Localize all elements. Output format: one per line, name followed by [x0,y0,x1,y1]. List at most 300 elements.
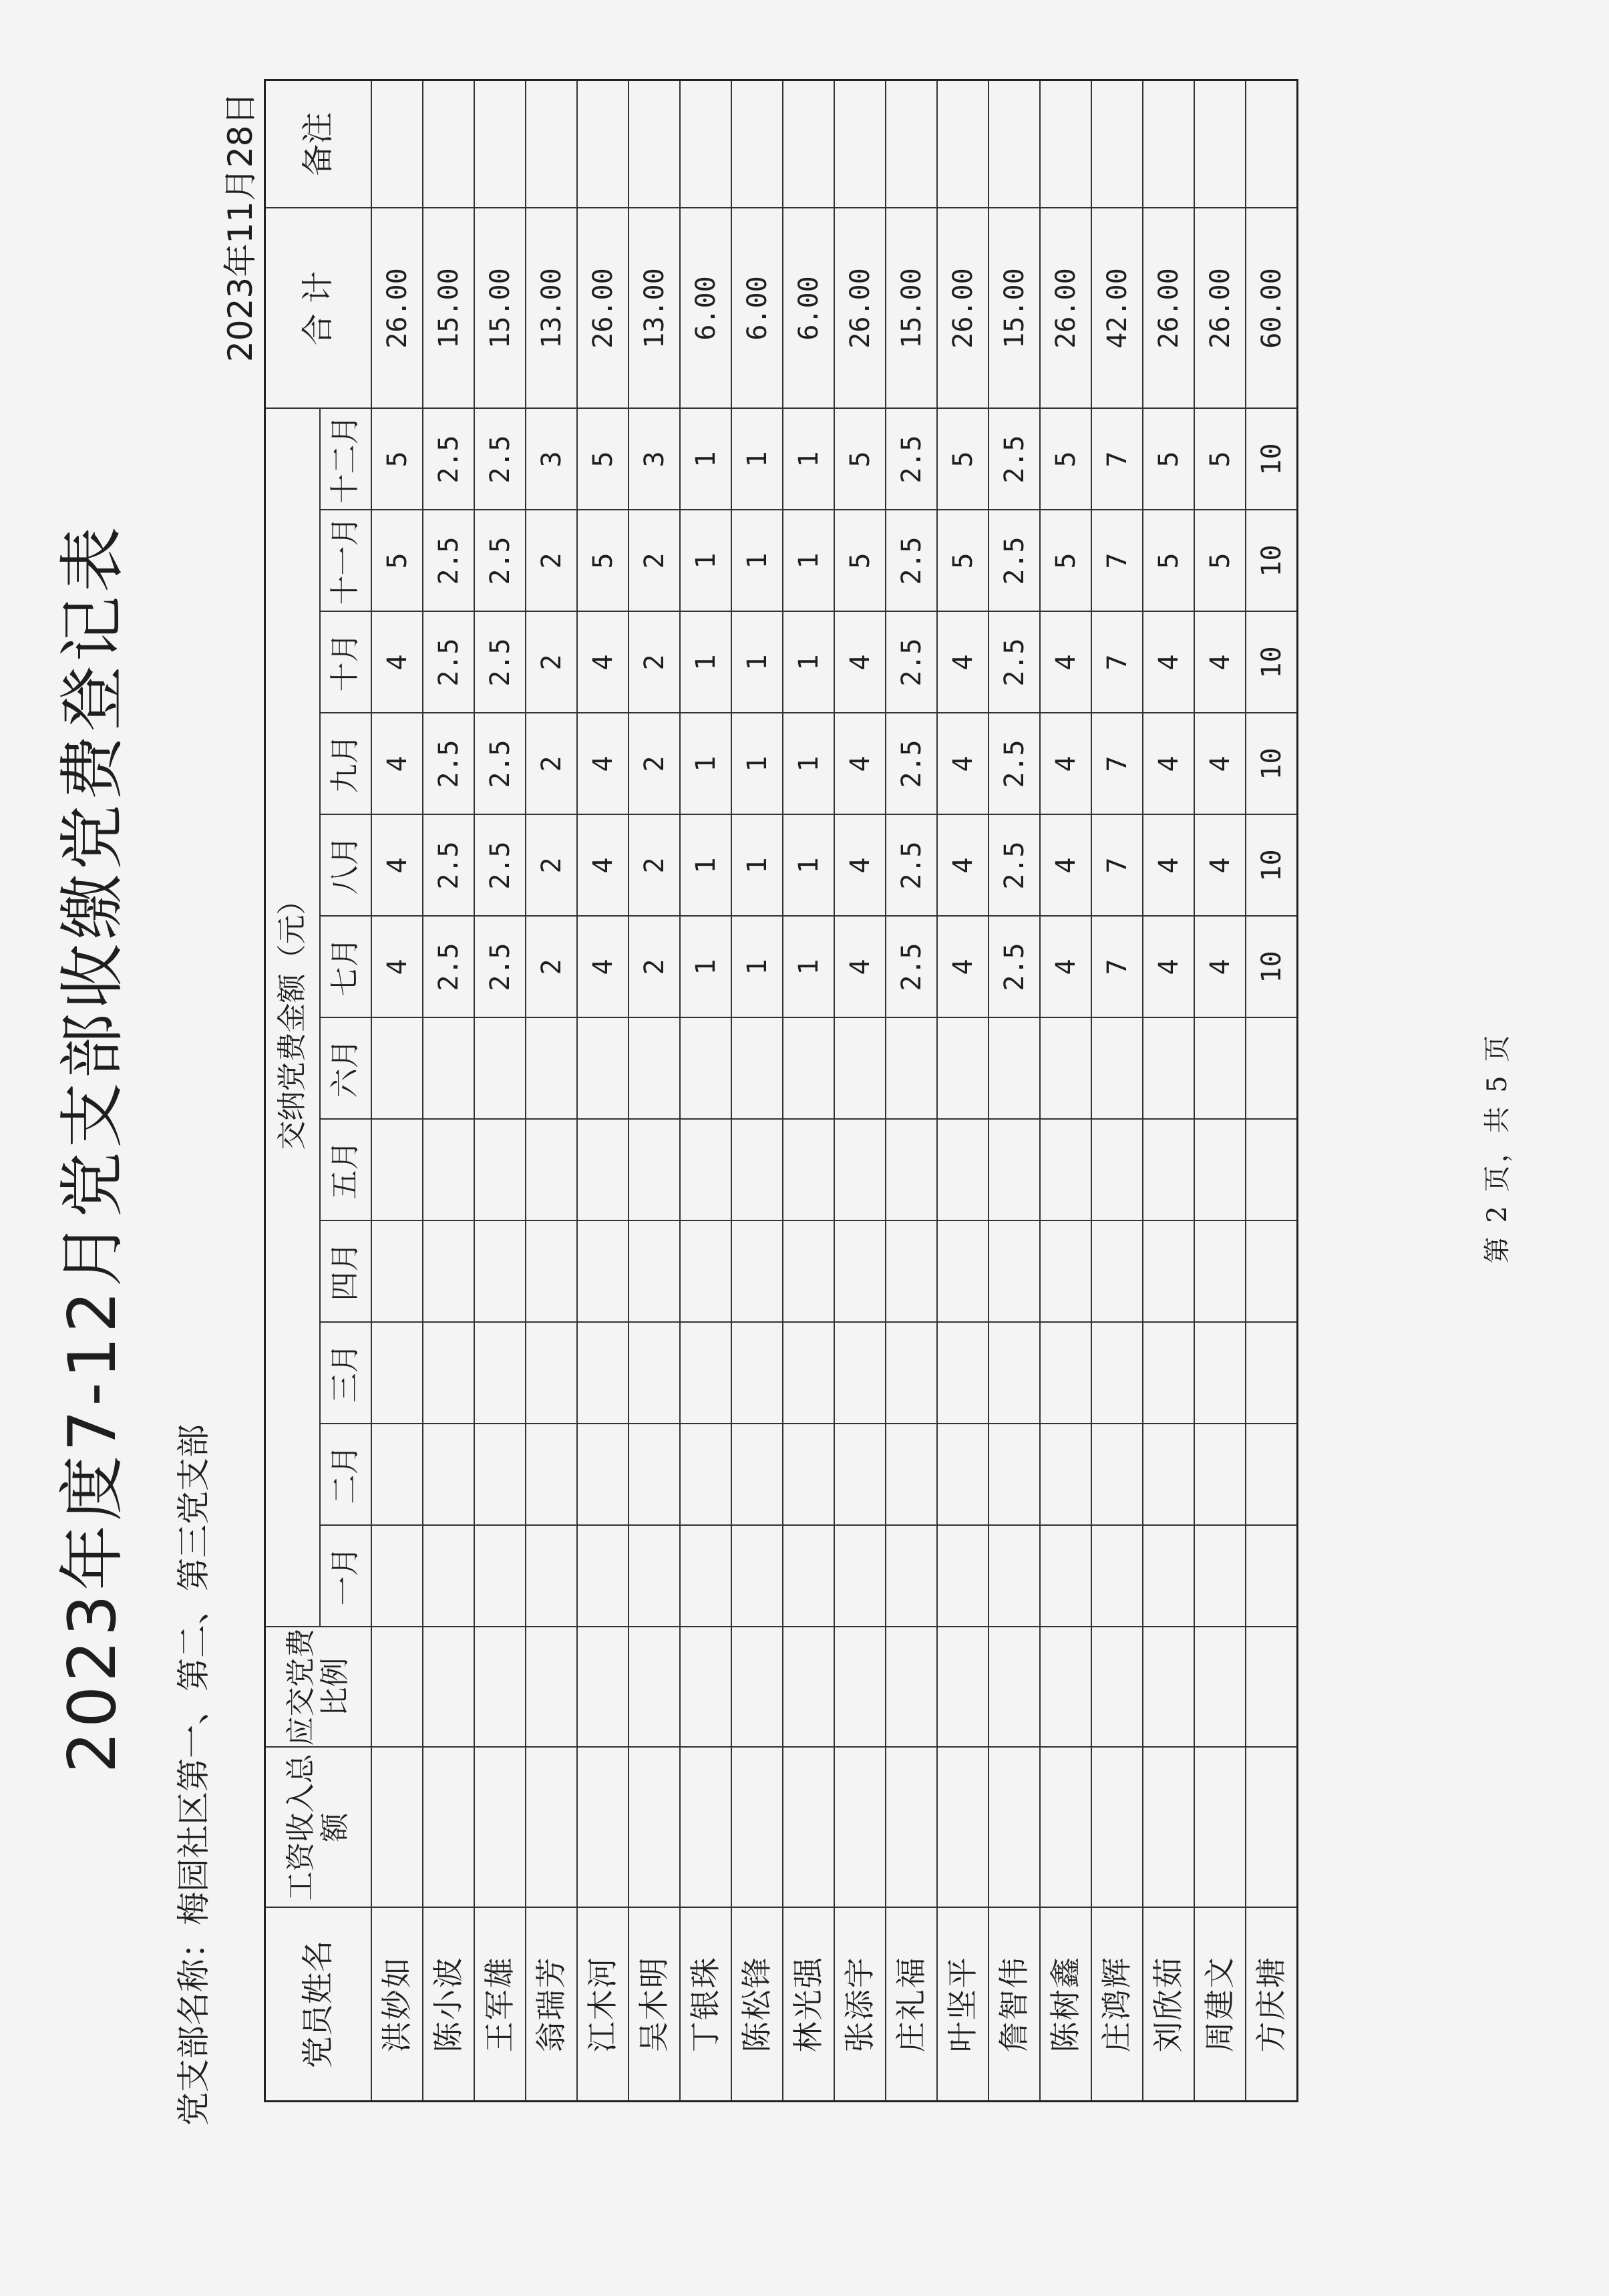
month-amount-cell [783,1221,834,1323]
month-amount-cell [886,1323,937,1424]
month-amount-cell: 2.5 [886,612,937,713]
income-cell [1091,1748,1143,1908]
fee-table-body [265,80,1298,2102]
month-amount-cell: 4 [371,815,423,917]
month-amount-cell [1040,1221,1091,1323]
month-amount-cell: 1 [680,713,731,815]
income-cell [783,1748,834,1908]
month-amount-cell: 2.5 [989,409,1040,510]
income-cell [577,1748,629,1908]
month-amount-cell: 2.5 [474,510,526,612]
month-amount-cell [1194,1424,1246,1526]
month-amount-cell: 1 [680,815,731,917]
header-month: 十二月 [320,409,371,510]
month-amount-cell [526,1424,577,1526]
total-cell: 6.00 [680,208,731,409]
month-amount-cell: 4 [834,917,886,1018]
header-remark: 备注 [265,80,372,208]
month-amount-cell: 2.5 [886,917,937,1018]
table-row [937,80,989,2102]
header-month: 三月 [320,1323,371,1424]
ratio-cell [1143,1627,1194,1748]
month-amount-cell [526,1221,577,1323]
remark-cell [474,80,526,208]
table-row [680,80,731,2102]
month-amount-cell [474,1120,526,1221]
month-amount-cell: 4 [1194,713,1246,815]
month-amount-cell [577,1424,629,1526]
header-month: 十月 [320,612,371,713]
income-cell [834,1748,886,1908]
month-amount-cell: 2 [526,917,577,1018]
month-amount-cell [886,1526,937,1627]
table-row [731,80,783,2102]
member-name: 庄鸿辉 [1091,1908,1143,2102]
month-amount-cell: 2 [629,815,680,917]
ratio-cell [526,1627,577,1748]
table-row [1194,80,1246,2102]
month-amount-cell [834,1120,886,1221]
month-amount-cell: 5 [1143,409,1194,510]
month-amount-cell: 7 [1091,917,1143,1018]
member-name: 方庆塘 [1246,1908,1298,2102]
month-amount-cell: 7 [1091,612,1143,713]
header-amount-group: 交纳党费金额（元） [265,409,321,1627]
month-amount-cell [886,1120,937,1221]
month-amount-cell: 1 [783,917,834,1018]
fee-register-table [264,79,1298,2102]
income-cell [731,1748,783,1908]
month-amount-cell [680,1323,731,1424]
month-amount-cell [783,1526,834,1627]
month-amount-cell: 4 [937,612,989,713]
month-amount-cell [886,1018,937,1120]
month-amount-cell: 2.5 [474,917,526,1018]
month-amount-cell [1143,1526,1194,1627]
total-cell: 13.00 [526,208,577,409]
table-row [526,80,577,2102]
month-amount-cell [629,1018,680,1120]
month-amount-cell: 2.5 [886,409,937,510]
month-amount-cell: 5 [577,409,629,510]
month-amount-cell: 7 [1091,510,1143,612]
month-amount-cell [1246,1221,1298,1323]
month-amount-cell [1091,1526,1143,1627]
month-amount-cell: 4 [1194,917,1246,1018]
member-name: 林光强 [783,1908,834,2102]
header-month: 六月 [320,1018,371,1120]
income-cell [423,1748,474,1908]
remark-cell [937,80,989,208]
month-amount-cell [680,1221,731,1323]
month-amount-cell: 10 [1246,815,1298,917]
ratio-cell [680,1627,731,1748]
month-amount-cell [783,1323,834,1424]
month-amount-cell [783,1018,834,1120]
month-amount-cell [1194,1323,1246,1424]
month-amount-cell: 1 [783,713,834,815]
month-amount-cell: 2 [526,510,577,612]
ratio-cell [886,1627,937,1748]
remark-cell [1040,80,1091,208]
month-amount-cell [629,1120,680,1221]
month-amount-cell [680,1526,731,1627]
month-amount-cell: 5 [371,409,423,510]
remark-cell [526,80,577,208]
month-amount-cell [371,1120,423,1221]
month-amount-cell: 1 [783,815,834,917]
month-amount-cell [989,1221,1040,1323]
month-amount-cell [577,1120,629,1221]
month-amount-cell: 2.5 [423,917,474,1018]
month-amount-cell [834,1323,886,1424]
member-name: 叶坚平 [937,1908,989,2102]
month-amount-cell [1143,1120,1194,1221]
month-amount-cell: 2.5 [886,815,937,917]
month-amount-cell [731,1424,783,1526]
ratio-cell [1091,1627,1143,1748]
income-cell [886,1748,937,1908]
table-row [474,80,526,2102]
month-amount-cell: 4 [937,917,989,1018]
total-cell: 60.00 [1246,208,1298,409]
month-amount-cell [371,1018,423,1120]
month-amount-cell: 2 [526,612,577,713]
header-month: 一月 [320,1526,371,1627]
remark-cell [629,80,680,208]
month-amount-cell: 2 [526,815,577,917]
header-month: 四月 [320,1221,371,1323]
month-amount-cell: 4 [1143,713,1194,815]
month-amount-cell: 4 [1040,713,1091,815]
income-cell [629,1748,680,1908]
month-amount-cell: 4 [1143,917,1194,1018]
month-amount-cell [731,1323,783,1424]
month-amount-cell [1040,1526,1091,1627]
month-amount-cell: 1 [680,917,731,1018]
member-name: 陈小波 [423,1908,474,2102]
month-amount-cell [834,1018,886,1120]
month-amount-cell [680,1424,731,1526]
month-amount-cell [629,1323,680,1424]
month-amount-cell [886,1424,937,1526]
month-amount-cell [526,1018,577,1120]
table-row [1040,80,1091,2102]
month-amount-cell: 2.5 [886,510,937,612]
month-amount-cell [629,1221,680,1323]
income-cell [526,1748,577,1908]
header-row-group [265,80,321,2102]
month-amount-cell: 1 [731,510,783,612]
month-amount-cell: 7 [1091,713,1143,815]
month-amount-cell: 4 [937,713,989,815]
ratio-cell [1194,1627,1246,1748]
member-name: 陈树鑫 [1040,1908,1091,2102]
ratio-cell [1040,1627,1091,1748]
member-name: 周建文 [1194,1908,1246,2102]
table-row [783,80,834,2102]
month-amount-cell: 2.5 [423,815,474,917]
month-amount-cell: 2.5 [474,815,526,917]
month-amount-cell: 5 [1040,510,1091,612]
month-amount-cell: 4 [937,815,989,917]
month-amount-cell: 4 [1040,612,1091,713]
month-amount-cell: 1 [731,612,783,713]
month-amount-cell: 1 [680,510,731,612]
month-amount-cell [1091,1424,1143,1526]
total-cell: 26.00 [834,208,886,409]
month-amount-cell [1246,1526,1298,1627]
month-amount-cell [731,1526,783,1627]
month-amount-cell: 2.5 [474,713,526,815]
remark-cell [1246,80,1298,208]
remark-cell [886,80,937,208]
month-amount-cell [731,1221,783,1323]
month-amount-cell: 10 [1246,917,1298,1018]
month-amount-cell [1194,1018,1246,1120]
month-amount-cell: 5 [937,510,989,612]
ratio-cell [577,1627,629,1748]
month-amount-cell [834,1424,886,1526]
month-amount-cell: 4 [1040,917,1091,1018]
total-cell: 26.00 [1040,208,1091,409]
month-amount-cell [1194,1221,1246,1323]
member-name: 洪妙如 [371,1908,423,2102]
remark-cell [1143,80,1194,208]
month-amount-cell: 2 [629,510,680,612]
month-amount-cell [423,1221,474,1323]
remark-cell [1091,80,1143,208]
total-cell: 15.00 [423,208,474,409]
month-amount-cell [474,1018,526,1120]
month-amount-cell [474,1221,526,1323]
income-cell [474,1748,526,1908]
month-amount-cell [989,1323,1040,1424]
month-amount-cell [1143,1018,1194,1120]
month-amount-cell [526,1120,577,1221]
month-amount-cell: 1 [783,510,834,612]
ratio-cell [783,1627,834,1748]
month-amount-cell [937,1120,989,1221]
month-amount-cell: 4 [1194,815,1246,917]
table-row [1143,80,1194,2102]
month-amount-cell [577,1323,629,1424]
ratio-cell [1246,1627,1298,1748]
month-amount-cell: 2.5 [423,612,474,713]
month-amount-cell [474,1323,526,1424]
month-amount-cell: 2.5 [989,510,1040,612]
total-cell: 13.00 [629,208,680,409]
header-month: 十一月 [320,510,371,612]
month-amount-cell [680,1018,731,1120]
remark-cell [680,80,731,208]
month-amount-cell: 2 [526,713,577,815]
remark-cell [783,80,834,208]
month-amount-cell [989,1120,1040,1221]
month-amount-cell: 4 [577,612,629,713]
remark-cell [423,80,474,208]
month-amount-cell [1091,1323,1143,1424]
month-amount-cell [371,1526,423,1627]
page-footer: 第 2 页，共 5 页 [1482,1032,1513,1264]
month-amount-cell [629,1424,680,1526]
header-total: 合 计 [265,208,372,409]
month-amount-cell [423,1120,474,1221]
month-amount-cell: 2.5 [474,409,526,510]
month-amount-cell [886,1221,937,1323]
member-name: 翁瑞芳 [526,1908,577,2102]
total-cell: 6.00 [783,208,834,409]
month-amount-cell [783,1120,834,1221]
month-amount-cell [1143,1323,1194,1424]
month-amount-cell [731,1018,783,1120]
month-amount-cell [1246,1424,1298,1526]
month-amount-cell [474,1526,526,1627]
table-row [834,80,886,2102]
month-amount-cell: 2 [629,713,680,815]
month-amount-cell: 5 [1194,510,1246,612]
month-amount-cell: 7 [1091,409,1143,510]
header-month: 九月 [320,713,371,815]
month-amount-cell [371,1221,423,1323]
month-amount-cell: 4 [577,917,629,1018]
month-amount-cell: 4 [371,713,423,815]
income-cell [1246,1748,1298,1908]
total-cell: 15.00 [474,208,526,409]
month-amount-cell [989,1526,1040,1627]
month-amount-cell [423,1323,474,1424]
month-amount-cell [1040,1018,1091,1120]
month-amount-cell: 5 [1143,510,1194,612]
income-cell [371,1748,423,1908]
table-row [886,80,937,2102]
table-row [629,80,680,2102]
month-amount-cell [731,1120,783,1221]
month-amount-cell [423,1018,474,1120]
member-name: 詹智伟 [989,1908,1040,2102]
ratio-cell [371,1627,423,1748]
income-cell [1040,1748,1091,1908]
member-name: 张添宇 [834,1908,886,2102]
remark-cell [989,80,1040,208]
header-income: 工资收入总额 [265,1748,372,1908]
header-month: 八月 [320,815,371,917]
month-amount-cell: 7 [1091,815,1143,917]
month-amount-cell [629,1526,680,1627]
month-amount-cell: 10 [1246,612,1298,713]
month-amount-cell [526,1323,577,1424]
total-cell: 42.00 [1091,208,1143,409]
member-name: 庄礼福 [886,1908,937,2102]
month-amount-cell: 4 [371,917,423,1018]
month-amount-cell: 3 [629,409,680,510]
month-amount-cell: 4 [1040,815,1091,917]
month-amount-cell [577,1221,629,1323]
ratio-cell [834,1627,886,1748]
branch-name-label: 党支部名称：梅园社区第一、第二、第三党支部 [174,1424,213,2126]
month-amount-cell: 5 [834,510,886,612]
income-cell [989,1748,1040,1908]
month-amount-cell: 10 [1246,510,1298,612]
month-amount-cell [989,1424,1040,1526]
month-amount-cell: 1 [731,815,783,917]
month-amount-cell [834,1221,886,1323]
month-amount-cell [1246,1323,1298,1424]
month-amount-cell [1040,1424,1091,1526]
month-amount-cell: 5 [371,510,423,612]
table-row [577,80,629,2102]
remark-cell [577,80,629,208]
month-amount-cell [680,1120,731,1221]
month-amount-cell [423,1424,474,1526]
month-amount-cell: 1 [680,612,731,713]
total-cell: 26.00 [371,208,423,409]
total-cell: 26.00 [1143,208,1194,409]
month-amount-cell: 1 [731,409,783,510]
month-amount-cell: 4 [834,713,886,815]
table-row [423,80,474,2102]
month-amount-cell: 5 [834,409,886,510]
month-amount-cell [577,1526,629,1627]
month-amount-cell: 2.5 [989,917,1040,1018]
month-amount-cell: 10 [1246,409,1298,510]
month-amount-cell: 4 [1143,815,1194,917]
total-cell: 26.00 [577,208,629,409]
total-cell: 15.00 [886,208,937,409]
total-cell: 6.00 [731,208,783,409]
income-cell [1194,1748,1246,1908]
total-cell: 15.00 [989,208,1040,409]
month-amount-cell: 1 [783,409,834,510]
month-amount-cell [937,1424,989,1526]
month-amount-cell: 4 [1194,612,1246,713]
income-cell [1143,1748,1194,1908]
month-amount-cell: 2.5 [989,612,1040,713]
month-amount-cell [1246,1120,1298,1221]
member-name: 陈松锋 [731,1908,783,2102]
month-amount-cell: 2 [629,612,680,713]
month-amount-cell: 1 [680,409,731,510]
month-amount-cell: 5 [1194,409,1246,510]
month-amount-cell [989,1018,1040,1120]
remark-cell [1194,80,1246,208]
remark-cell [371,80,423,208]
table-row [989,80,1040,2102]
month-amount-cell [1143,1424,1194,1526]
month-amount-cell [1143,1221,1194,1323]
month-amount-cell [937,1526,989,1627]
document-title: 2023年度7-12月党支部收缴党费登记表 [55,522,131,1774]
month-amount-cell: 4 [834,815,886,917]
month-amount-cell [937,1018,989,1120]
ratio-cell [937,1627,989,1748]
month-amount-cell: 3 [526,409,577,510]
total-cell: 26.00 [1194,208,1246,409]
ratio-cell [474,1627,526,1748]
member-name: 刘欣茹 [1143,1908,1194,2102]
month-amount-cell: 5 [1040,409,1091,510]
member-name: 丁银珠 [680,1908,731,2102]
month-amount-cell: 2.5 [423,510,474,612]
remark-cell [731,80,783,208]
month-amount-cell [474,1424,526,1526]
month-amount-cell [577,1018,629,1120]
header-name: 党员姓名 [265,1908,372,2102]
header-ratio: 应交党费比例 [265,1627,372,1748]
month-amount-cell [834,1526,886,1627]
month-amount-cell: 5 [937,409,989,510]
month-amount-cell [783,1424,834,1526]
